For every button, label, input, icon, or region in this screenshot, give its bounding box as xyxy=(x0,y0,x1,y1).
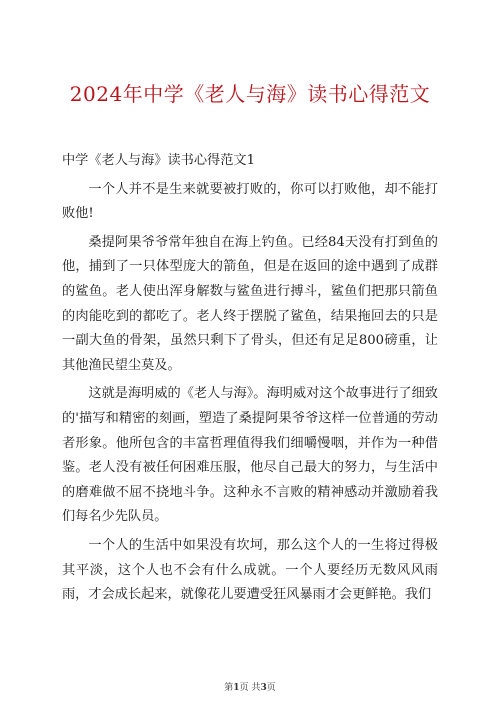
paragraph-3: 这就是海明威的《老人与海》。海明威对这个故事进行了细致的'描写和精密的刻画，塑造了桑提阿果爷爷这样一位普通的劳动者形象。他所包含的丰富哲理值得我们细嚼慢咽，并作为一种借鉴。老人没有被任何困难压服，他尽自己最大的努力，与生活中的磨难做不屈不挠地斗争。这种永不言败的精神感动并激励着我们每名少先队员。 xyxy=(62,386,438,525)
page-title: 2024年中学《老人与海》读书心得范文 xyxy=(69,82,431,106)
footer-total-pages: 3 xyxy=(260,683,267,693)
paragraph-1: 一个人并不是生来就要被打败的，你可以打败他，却不能打败他! xyxy=(62,181,438,222)
document-body xyxy=(62,149,438,612)
footer-prefix: 第 xyxy=(224,683,234,693)
paragraph-4: 一个人的生活中如果没有坎坷，那么这个人的一生将过得极其平淡，这个人也不会有什么成就。一个人要经历无数风风雨雨，才会成长起来，就像花儿要遭受狂风暴雨才会更鲜艳。我们 xyxy=(62,537,438,603)
paragraph-2: 桑提阿果爷爷常年独自在海上钓鱼。已经84天没有打到鱼的他，捕到了一只体型庞大的箭鱼，但是在返回的途中遇到了成群的鲨鱼。老人使出浑身解数与鲨鱼进行搏斗，鲨鱼们把那只箭鱼的肉能吃到的都吃了。老人终于摆脱了鲨鱼，结果拖回去的只是一副大鱼的骨架，虽然只剩下了骨头，但还有足足800磅重，让其他渔民望尘莫及。 xyxy=(62,234,438,373)
section-subtitle: 中学《老人与海》读书心得范文1 xyxy=(62,153,256,168)
footer-mid: 页 共 xyxy=(239,683,261,693)
footer-suffix: 页 xyxy=(266,683,276,693)
footer-current-page: 1 xyxy=(233,683,240,693)
page-footer xyxy=(0,680,500,693)
